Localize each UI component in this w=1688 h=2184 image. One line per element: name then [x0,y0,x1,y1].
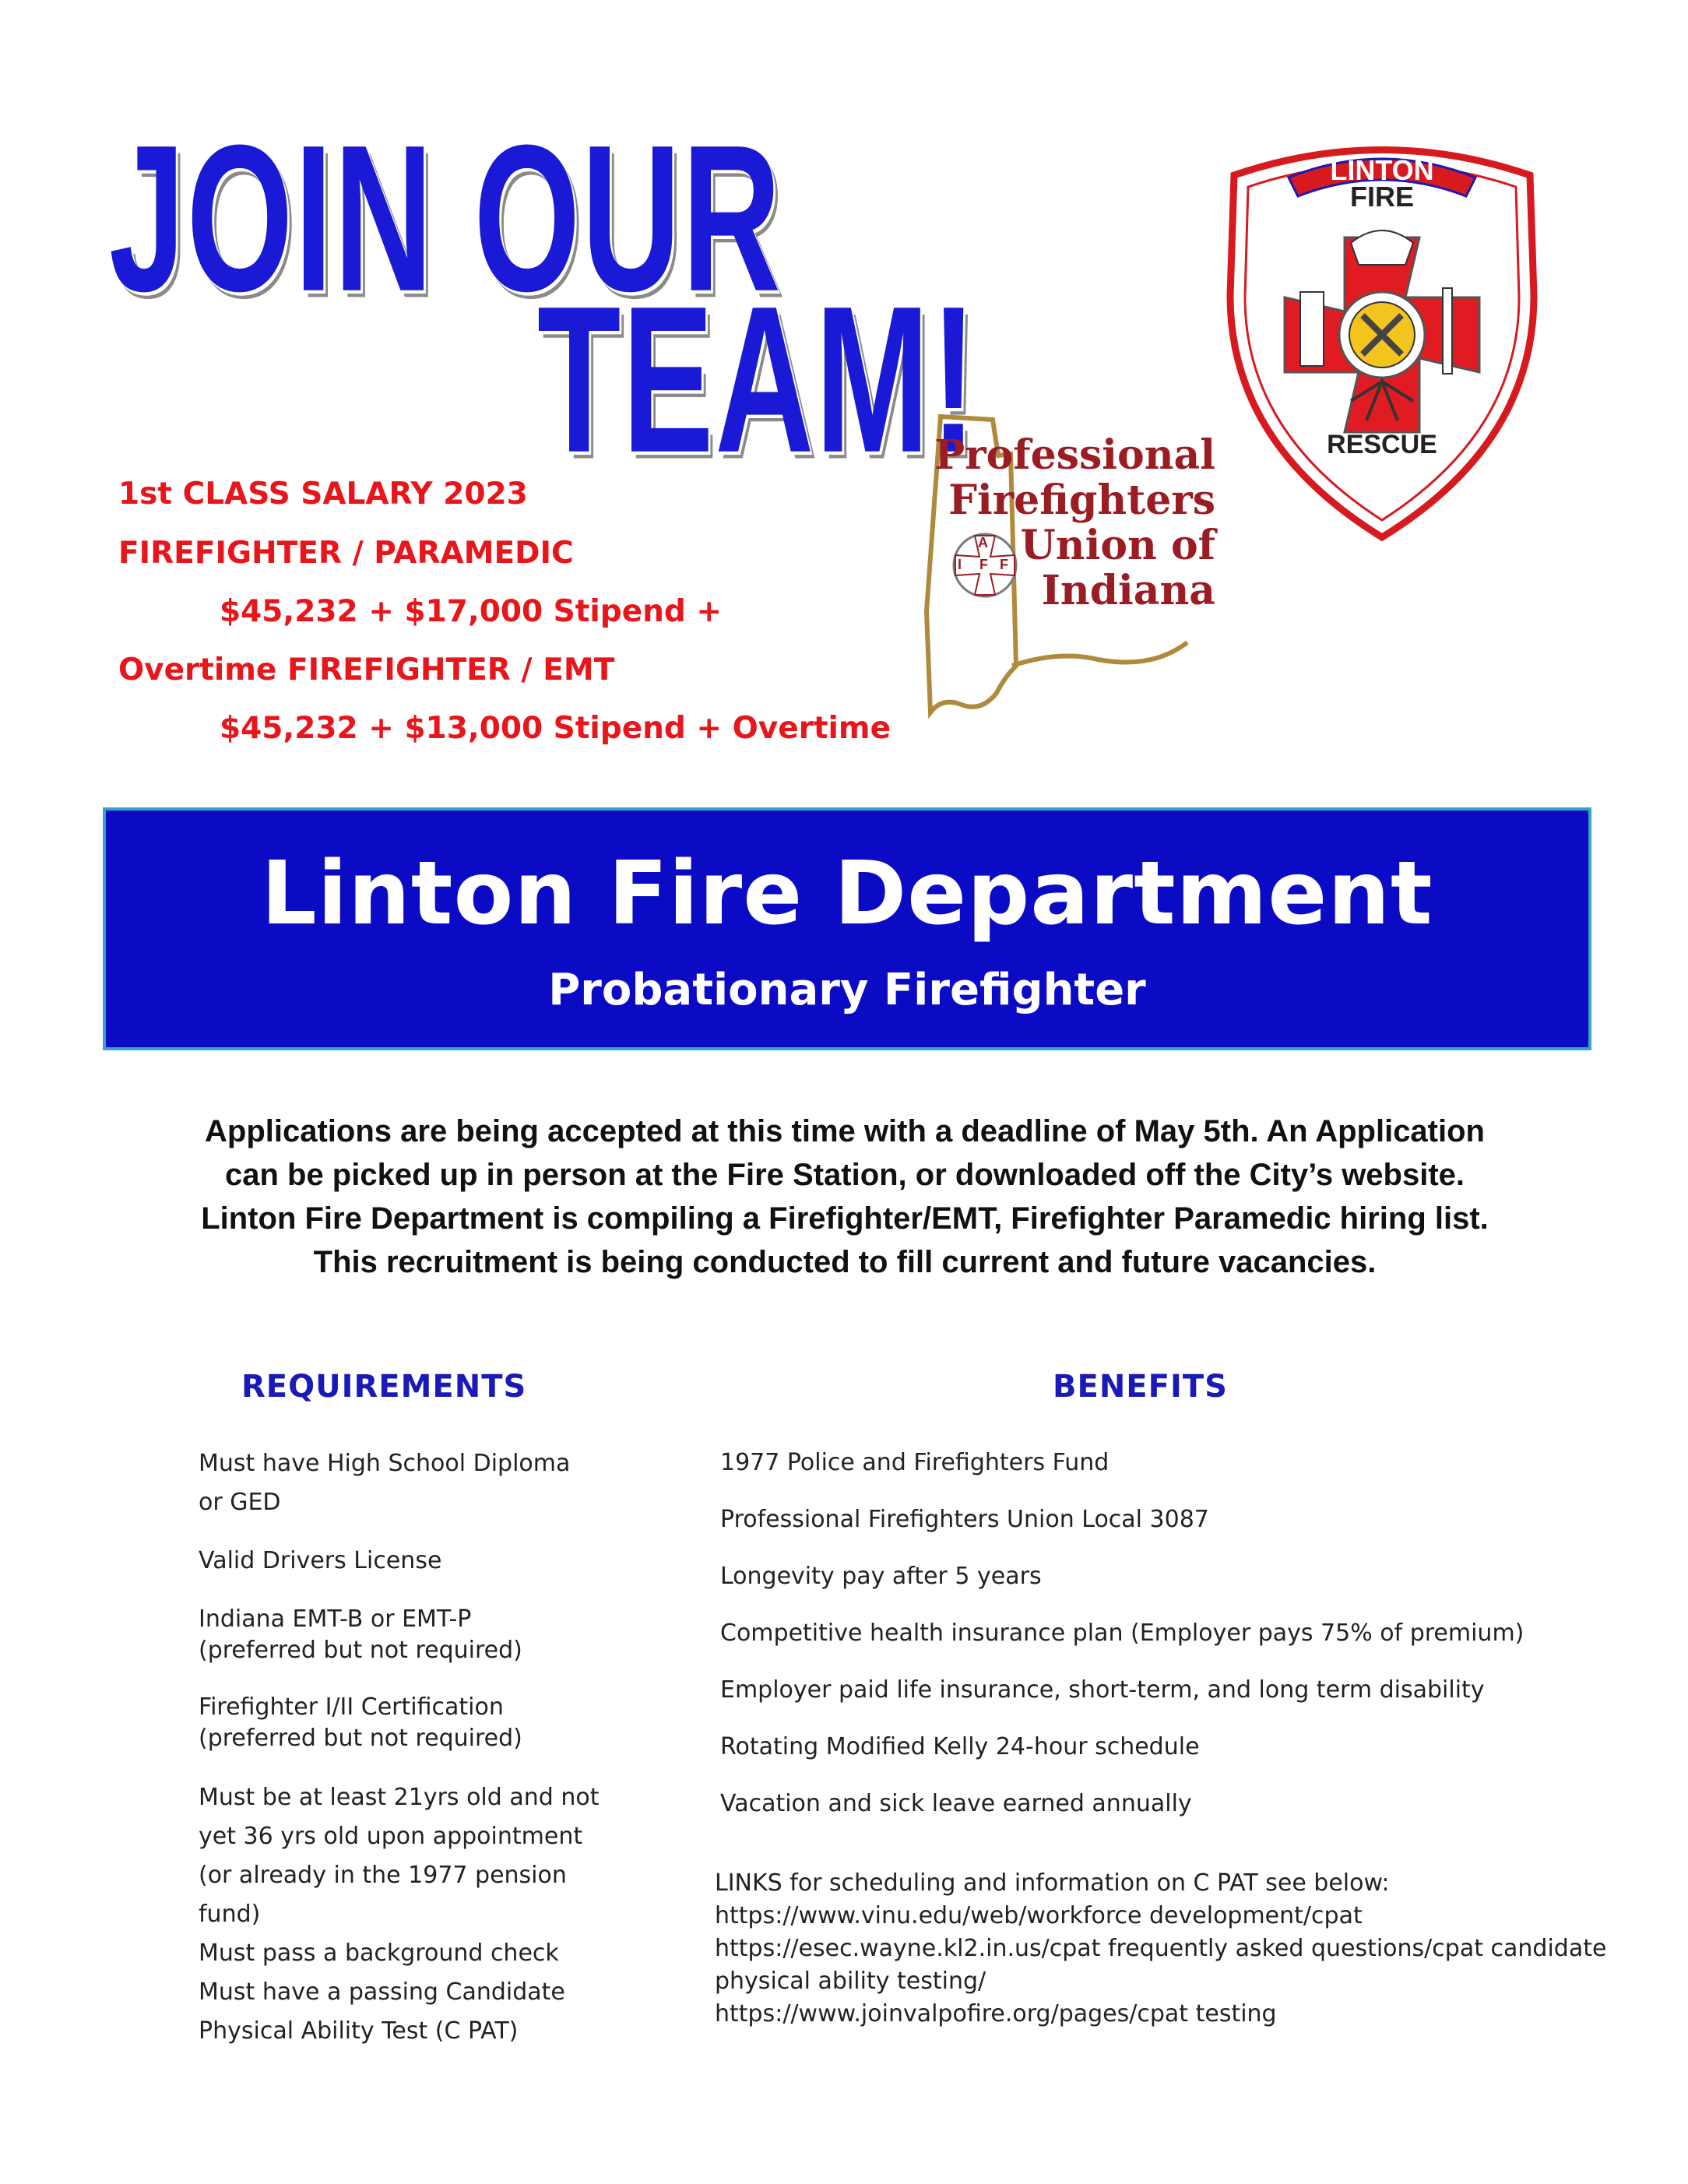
union-line-2: Firefighters [948,477,1215,524]
salary-position-emt: Overtime FIREFIGHTER / EMT [118,652,615,688]
requirement-line: Firefighter I/II Certification [199,1693,504,1721]
intro-line: can be picked up in person at the Fire Station, or downloaded off the City’s website. [224,1158,1465,1192]
benefits-heading: BENEFITS [1053,1369,1228,1405]
requirement-line: Must pass a background check [199,1940,559,1967]
salary-position-paramedic: FIREFIGHTER / PARAMEDIC [118,536,574,571]
requirements-heading: REQUIREMENTS [241,1369,527,1405]
department-banner [103,807,1591,1050]
union-line-1: Professional [934,431,1215,479]
requirement-item [199,1778,599,1934]
requirement-line: yet 36 yrs old upon appointment [199,1823,583,1850]
cpat-link-continued[interactable]: physical ability testing/ [715,1968,986,1995]
requirement-line: (preferred but not required) [199,1725,522,1752]
benefit-item: Longevity pay after 5 years [720,1563,1042,1590]
benefit-item: Rotating Modified Kelly 24-hour schedule [720,1733,1200,1760]
badge-top-text: FIRE [1349,181,1414,213]
cpat-link[interactable]: https://www.joinvalpofire.org/pages/cpat testing [715,2000,1277,2027]
benefit-item: Vacation and sick leave earned annually [720,1790,1192,1817]
intro-line: Applications are being accepted at this time with a deadline of May 5th. An Application [205,1114,1485,1148]
salary-pay-emt: $45,232 + $13,000 Stipend + Overtime [220,711,891,746]
intro-paragraph [101,1110,1588,1284]
requirement-line: Must be at least 21yrs old and not [199,1784,600,1811]
union-line-4: Indiana [1041,567,1215,614]
cpat-link[interactable]: https://esec.wayne.kl2.in.us/cpat frequently asked questions/cpat candidate [715,1935,1607,1962]
requirement-item [199,1444,570,1522]
iaff-emblem-icon [951,532,1018,599]
requirement-line: Must have High School Diploma [199,1450,571,1477]
intro-line: Linton Fire Department is compiling a Firefighter/EMT, Firefighter Paramedic hiring list. [201,1201,1489,1236]
union-line-3: Union of [1020,522,1215,569]
iaff-letter-i: I [958,557,962,572]
salary-heading: 1st CLASS SALARY 2023 [118,477,528,512]
requirement-line: (preferred but not required) [199,1637,522,1664]
cpat-link[interactable]: https://www.vinu.edu/web/workforce development/cpat [715,1902,1363,1929]
iaff-letter-a: A [978,535,988,550]
requirement-line: Physical Ability Test (C PAT) [199,2017,519,2045]
requirement-line: or GED [199,1489,281,1516]
benefit-item: 1977 Police and Firefighters Fund [720,1449,1110,1476]
intro-line: This recruitment is being conducted to fill current and future vacancies. [313,1245,1377,1279]
cpat-links [715,1867,1606,2031]
requirement-item [199,1604,522,1666]
badge-top-banner: LINTON [1330,154,1434,186]
requirement-item [199,1934,559,1973]
requirement-line: fund) [199,1901,261,1928]
links-intro: LINKS for scheduling and information on C PAT see below: [715,1869,1390,1897]
iaff-letter-f1: F [979,557,988,572]
benefit-item: Competitive health insurance plan (Employer pays 75% of premium) [720,1620,1524,1647]
headline-line-2: TEAM! [537,264,978,497]
headline-line-1: JOIN OUR [109,103,782,336]
salary-pay-paramedic: $45,232 + $17,000 Stipend + [220,594,723,629]
requirement-line: Valid Drivers License [199,1547,442,1574]
benefit-item: Employer paid life insurance, short-term, and long term disability [720,1676,1485,1704]
requirement-item [199,1542,441,1581]
iaff-letter-f2: F [1000,557,1008,572]
requirement-line: Must have a passing Candidate [199,1978,565,2006]
banner-title: Linton Fire Department [261,843,1433,944]
badge-bottom-text: RESCUE [1327,430,1437,459]
linton-fire-badge [1219,132,1546,545]
requirement-line: (or already in the 1977 pension [199,1862,567,1889]
banner-subtitle: Probationary Firefighter [548,965,1146,1015]
requirement-item [199,1973,565,2051]
requirement-line: Indiana EMT-B or EMT-P [199,1605,472,1633]
benefit-item: Professional Firefighters Union Local 3087 [720,1506,1209,1533]
requirement-item [199,1692,522,1754]
